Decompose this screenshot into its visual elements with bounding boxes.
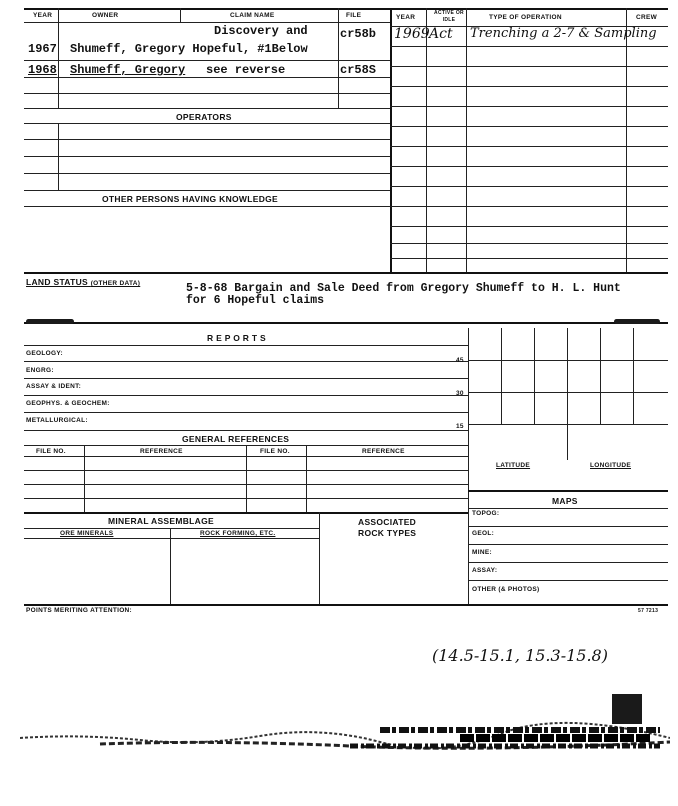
year-cell-row2: 1967 xyxy=(28,42,57,56)
header-year: YEAR xyxy=(33,12,53,19)
assoc-rock-line1: ASSOCIATED xyxy=(358,517,417,527)
points-label: POINTS MERITING ATTENTION: xyxy=(26,607,133,614)
owner-cell-row2: Shumeff, Gregory Hopeful, #1Below xyxy=(70,42,308,56)
mineral-title: MINERAL ASSEMBLAGE xyxy=(108,516,214,526)
reports-title: R E P O R T S xyxy=(207,333,267,343)
longitude-label: LONGITUDE xyxy=(590,462,631,469)
op-header-year: YEAR xyxy=(396,14,416,21)
header-owner: OWNER xyxy=(92,12,119,19)
report-num-30: 30 xyxy=(456,390,464,397)
header-claim-name: CLAIM NAME xyxy=(230,12,275,19)
map-geol: GEOL: xyxy=(472,530,495,537)
latitude-label: LATITUDE xyxy=(496,462,531,469)
op-year-row1: 1969 xyxy=(394,26,430,42)
ore-minerals-header: ORE MINERALS xyxy=(60,530,114,537)
gref-header-ref2: REFERENCE xyxy=(362,448,405,455)
report-num-45: 45 xyxy=(456,357,464,364)
gref-header-file2: FILE NO. xyxy=(260,448,290,455)
land-status-line2: for 6 Hopeful claims xyxy=(186,294,325,307)
map-other: OTHER (& PHOTOS) xyxy=(472,586,540,593)
report-geophys: GEOPHYS. & GEOCHEM: xyxy=(26,400,110,407)
report-geology: GEOLOGY: xyxy=(26,350,63,357)
owner-cell-row3: Shumeff, Gregory xyxy=(70,63,186,77)
file-cell-row3: cr58S xyxy=(340,63,377,77)
op-header-crew: CREW xyxy=(636,14,658,21)
report-num-15: 15 xyxy=(456,423,464,430)
year-cell-row3: 1968 xyxy=(28,63,57,77)
land-status-line1: 5-8-68 Bargain and Sale Deed from Gregory Shumeff to H. L. Hunt xyxy=(186,282,621,295)
operators-label: OPERATORS xyxy=(176,112,232,122)
rock-forming-header: ROCK FORMING, ETC. xyxy=(200,530,276,537)
map-assay: ASSAY: xyxy=(472,567,498,574)
op-type-row1: Trenching a 2-7 & Sampling xyxy=(470,26,657,41)
header-file: FILE xyxy=(346,12,362,19)
other-persons-label: OTHER PERSONS HAVING KNOWLEDGE xyxy=(102,194,279,204)
land-status-label xyxy=(26,277,140,287)
claim-cell-row1: Discovery and xyxy=(214,24,308,38)
op-header-type: TYPE OF OPERATION xyxy=(489,14,562,21)
op-header-active: ACTIVE OR IDLE xyxy=(434,10,464,23)
land-status-title: LAND STATUS xyxy=(26,277,89,287)
map-topog: TOPOG: xyxy=(472,510,500,517)
maps-title: MAPS xyxy=(552,496,578,506)
claim-cell-row3: see reverse xyxy=(206,63,286,77)
gref-header-file1: FILE NO. xyxy=(36,448,66,455)
ink-smudge-left xyxy=(26,319,74,324)
map-mine: MINE: xyxy=(472,549,492,556)
ink-smudge-right xyxy=(614,319,660,324)
report-metallurgical: METALLURGICAL: xyxy=(26,417,88,424)
report-engrg: ENGRG: xyxy=(26,367,54,374)
gref-header-ref1: REFERENCE xyxy=(140,448,183,455)
report-assay: ASSAY & IDENT: xyxy=(26,383,82,390)
form-number: 57 7213 xyxy=(638,608,659,614)
file-cell-row1: cr58b xyxy=(340,27,377,41)
general-refs-title: GENERAL REFERENCES xyxy=(182,434,290,444)
handwritten-ranges: (14.5-15.1, 15.3-15.8) xyxy=(432,646,608,665)
op-active-row1: Act xyxy=(429,26,453,42)
assoc-rock-line2: ROCK TYPES xyxy=(358,528,417,538)
land-status-sublabel: (OTHER DATA) xyxy=(90,280,141,287)
scan-noise-band xyxy=(20,716,670,766)
